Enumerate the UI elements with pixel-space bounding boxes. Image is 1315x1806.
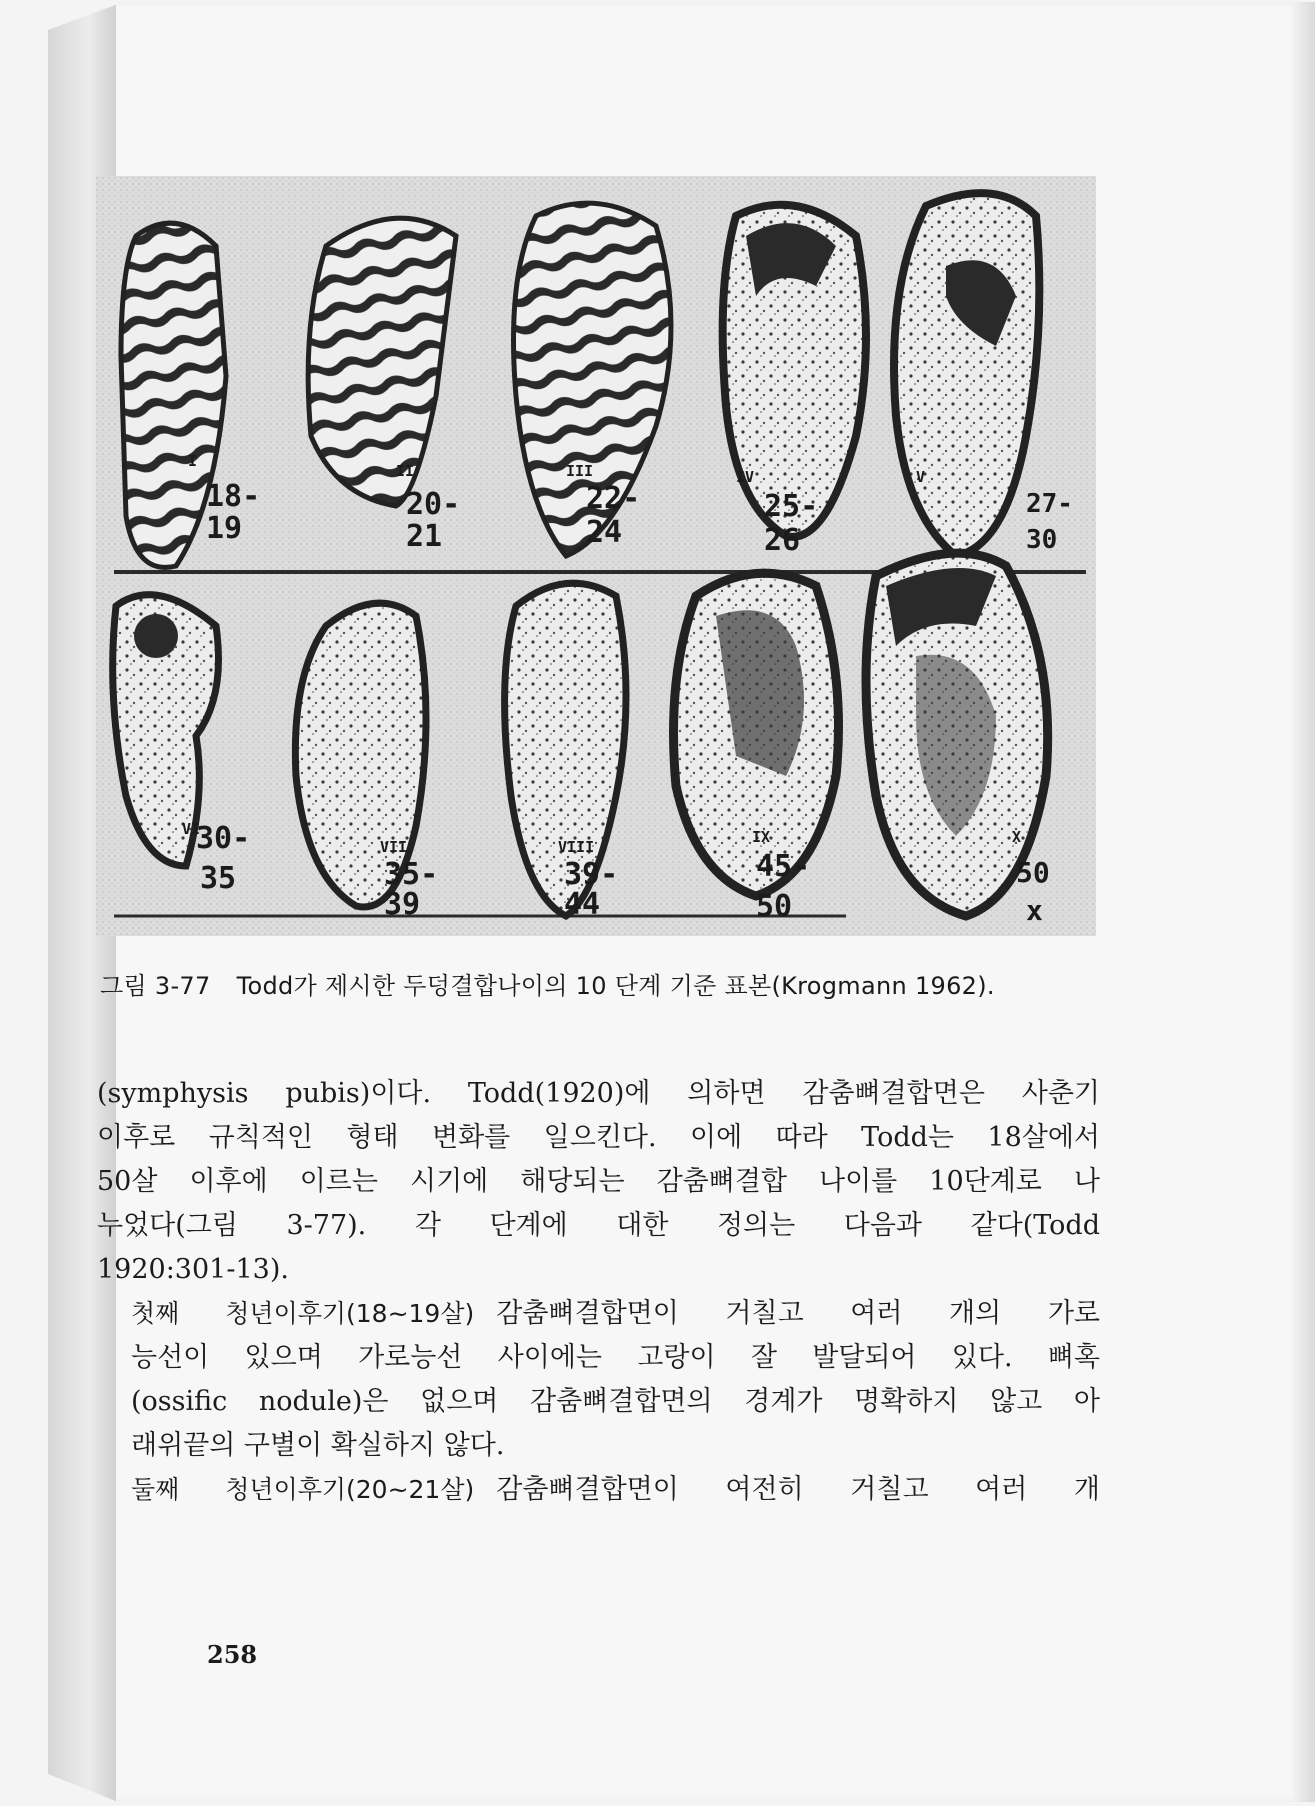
stage-roman-IV: IV	[736, 468, 755, 486]
stage-1-text-1: 감춤뼈결합면이 거칠고 여러 개의 가로	[496, 1298, 1100, 1329]
stage-roman-V: V	[916, 468, 926, 486]
stage-age-X-to: x	[1026, 894, 1043, 927]
stage-roman-IX: IX	[752, 828, 771, 846]
stage-roman-VII: VII	[380, 838, 408, 856]
stage-1-line-3: (ossific nodule)은 없으며 감춤뼈결합면의 경계가 명확하지 않고 아	[131, 1386, 1100, 1417]
stage-age-VII-to: 39	[384, 887, 421, 922]
page-edge-shadow	[1293, 2, 1315, 1802]
stage-roman-X: X	[1012, 828, 1022, 846]
stage-age-IV-from: 25-	[764, 489, 819, 524]
specimen-photo	[96, 176, 1096, 936]
stage-age-III-from: 22-	[586, 481, 641, 516]
pubic-symphysis-figure	[96, 176, 1096, 936]
stage-2-entry	[97, 1468, 1100, 1512]
intro-paragraph	[97, 1072, 1100, 1292]
intro-line-3: 50살 이후에 이르는 시기에 해당되는 감춤뼈결합 나이를 10단계로 나	[97, 1166, 1100, 1197]
stage-age-IV-to: 26	[764, 523, 801, 558]
figure-caption	[100, 966, 1100, 1001]
stage-age-VII-from: 35-	[384, 857, 439, 892]
intro-line-1: (symphysis pubis)이다. Todd(1920)에 의하면 감춤뼈결합면은 사춘기	[97, 1078, 1100, 1109]
stage-2-text-1: 감춤뼈결합면이 여전히 거칠고 여러 개	[496, 1474, 1100, 1505]
stage-age-III-to: 24	[586, 515, 623, 550]
stage-age-IX-from: 45-	[756, 849, 811, 884]
stage-age-II-to: 21	[406, 519, 443, 554]
stage-age-IX-to: 50	[756, 889, 793, 924]
stage-roman-I: I	[188, 452, 198, 470]
stage-age-V-from: 27-	[1026, 489, 1073, 519]
stage-2-line-1	[131, 1468, 1100, 1512]
stage-roman-VI: VI	[182, 820, 201, 838]
stage-age-II-from: 20-	[406, 487, 461, 522]
stage-age-I-from: 18-	[206, 479, 261, 514]
stage-age-VIII-to: 44	[564, 887, 601, 922]
body-text	[97, 1072, 1100, 1512]
stage-1-line-2: 능선이 있으며 가로능선 사이에는 고랑이 잘 발달되어 있다. 뼈혹	[131, 1342, 1100, 1373]
intro-line-4: 누었다(그림 3-77). 각 단계에 대한 정의는 다음과 같다(Todd	[97, 1210, 1100, 1241]
page-number: 258	[207, 1640, 258, 1669]
figure-number: 그림 3-77	[100, 972, 211, 1000]
stage-age-VIII-from: 39-	[564, 857, 619, 892]
figure-caption-text: Todd가 제시한 두덩결합나이의 10 단계 기준 표본(Krogmann 1962).	[236, 972, 995, 1000]
stage-age-VI-from: 30-	[196, 821, 251, 856]
stage-2-heading: 둘째 청년이후기(20~21살)	[131, 1475, 475, 1504]
stage-roman-VIII: VIII	[558, 838, 595, 856]
stage-age-I-to: 19	[206, 511, 243, 546]
stage-age-X-from: 50	[1016, 856, 1050, 889]
intro-line-2: 이후로 규칙적인 형태 변화를 일으킨다. 이에 따라 Todd는 18살에서	[97, 1122, 1100, 1153]
stage-age-V-to: 30	[1026, 525, 1058, 555]
stage-1-entry	[97, 1292, 1100, 1468]
specimen-IX	[674, 573, 839, 896]
intro-line-5: 1920:301-13).	[97, 1254, 289, 1285]
stage-1-line-4: 래위끝의 구별이 확실하지 않다.	[131, 1430, 505, 1461]
stage-1-line-1	[131, 1292, 1100, 1336]
stage-1-heading: 첫째 청년이후기(18~19살)	[131, 1299, 475, 1328]
stage-roman-II: II	[396, 462, 415, 480]
stage-roman-III: III	[566, 462, 594, 480]
stage-age-VI-to: 35	[200, 861, 237, 896]
